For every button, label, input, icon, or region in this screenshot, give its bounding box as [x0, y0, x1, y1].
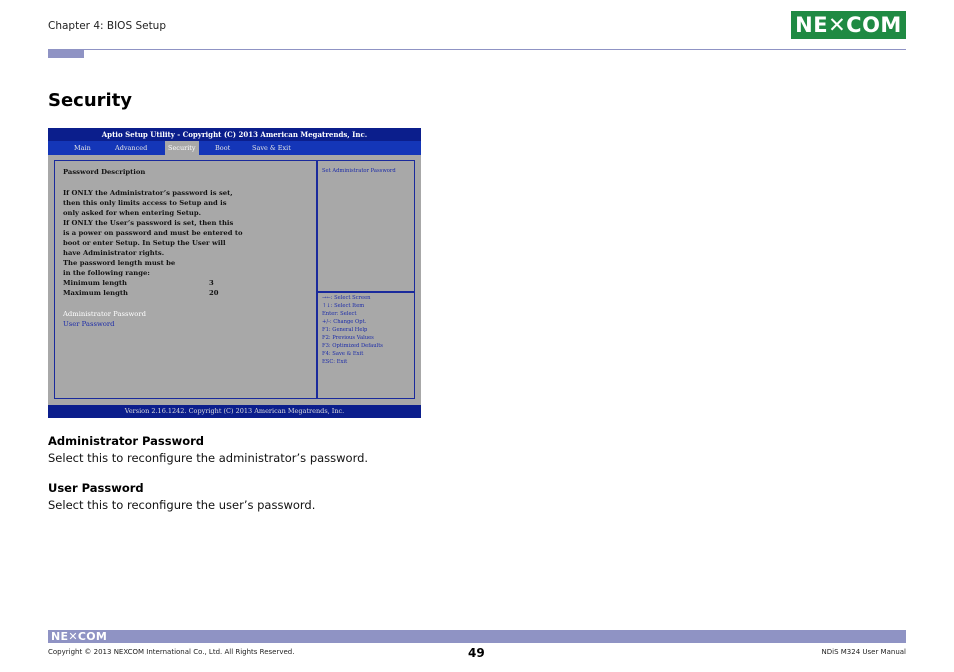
footer-square: [898, 638, 906, 643]
bios-min-length-label: Minimum length: [63, 279, 128, 287]
bios-max-length-value: 20: [209, 289, 219, 297]
footer-square: [890, 630, 896, 636]
section-text-user-password: Select this to reconfigure the user’s password.: [48, 498, 316, 512]
bios-title-bar: Aptio Setup Utility - Copyright (C) 2013 American Megatrends, Inc.: [48, 128, 421, 141]
bios-line: in the following range:: [63, 269, 150, 277]
bios-tab-bar: [48, 141, 421, 155]
logo-text: NE✕COM: [795, 13, 902, 37]
footer-bar: [48, 630, 906, 643]
bios-tab-security[interactable]: Security: [165, 141, 199, 155]
manual-title: NDiS M324 User Manual: [821, 648, 906, 656]
bios-item-administrator-password[interactable]: Administrator Password: [63, 310, 146, 318]
bios-line: The password length must be: [63, 259, 176, 267]
bios-line: Password Description: [63, 168, 146, 176]
footer-square: [890, 638, 896, 643]
bios-key-hint: F3: Optimized Defaults: [322, 343, 383, 349]
bios-key-hint: +/-: Change Opt.: [322, 319, 367, 325]
bios-line: then this only limits access to Setup and is: [63, 199, 227, 207]
bios-line: have Administrator rights.: [63, 249, 165, 257]
bios-tab-advanced[interactable]: Advanced: [115, 144, 148, 152]
bios-tab-save-exit[interactable]: Save & Exit: [252, 144, 291, 152]
page-number: 49: [468, 646, 485, 660]
section-heading-administrator-password: Administrator Password: [48, 434, 205, 448]
bios-key-hint: ↑↓: Select Item: [322, 303, 365, 309]
header-divider: [84, 49, 906, 50]
bios-line: boot or enter Setup. In Setup the User will: [63, 239, 226, 247]
bios-line: If ONLY the Administrator’s password is set,: [63, 189, 233, 197]
bios-help-panel: [317, 160, 415, 292]
section-heading-user-password: User Password: [48, 481, 144, 495]
bios-item-user-password[interactable]: User Password: [63, 320, 115, 328]
bios-key-hint: →←: Select Screen: [322, 295, 371, 301]
bios-footer-bar: Version 2.16.1242. Copyright (C) 2013 American Megatrends, Inc.: [48, 405, 421, 418]
copyright-text: Copyright © 2013 NEXCOM International Co., Ltd. All Rights Reserved.: [48, 648, 295, 656]
chapter-label: Chapter 4: BIOS Setup: [48, 20, 167, 32]
bios-key-hint: Enter: Select: [322, 311, 357, 317]
bios-screenshot: [48, 128, 421, 418]
bios-tab-boot[interactable]: Boot: [215, 144, 231, 152]
bios-min-length-value: 3: [209, 279, 214, 287]
bios-line: If ONLY the User’s password is set, then this: [63, 219, 234, 227]
header-accent-block: [48, 49, 84, 58]
bios-line: only asked for when entering Setup.: [63, 209, 201, 217]
bios-help-text: Set Administrator Password: [322, 168, 396, 174]
bios-max-length-label: Maximum length: [63, 289, 128, 297]
bios-key-hint: F1: General Help: [322, 327, 368, 333]
section-text-administrator-password: Select this to reconfigure the administrator’s password.: [48, 451, 369, 465]
footer-logo: NE✕COM: [51, 630, 108, 643]
bios-key-hint: ESC: Exit: [322, 359, 348, 365]
page-title: Security: [48, 90, 133, 111]
bios-key-hint: F2: Previous Values: [322, 335, 374, 341]
bios-line: is a power on password and must be entered to: [63, 229, 243, 237]
nexcom-logo: [791, 11, 906, 39]
bios-key-hint: F4: Save & Exit: [322, 351, 364, 357]
bios-tab-main[interactable]: Main: [74, 144, 91, 152]
